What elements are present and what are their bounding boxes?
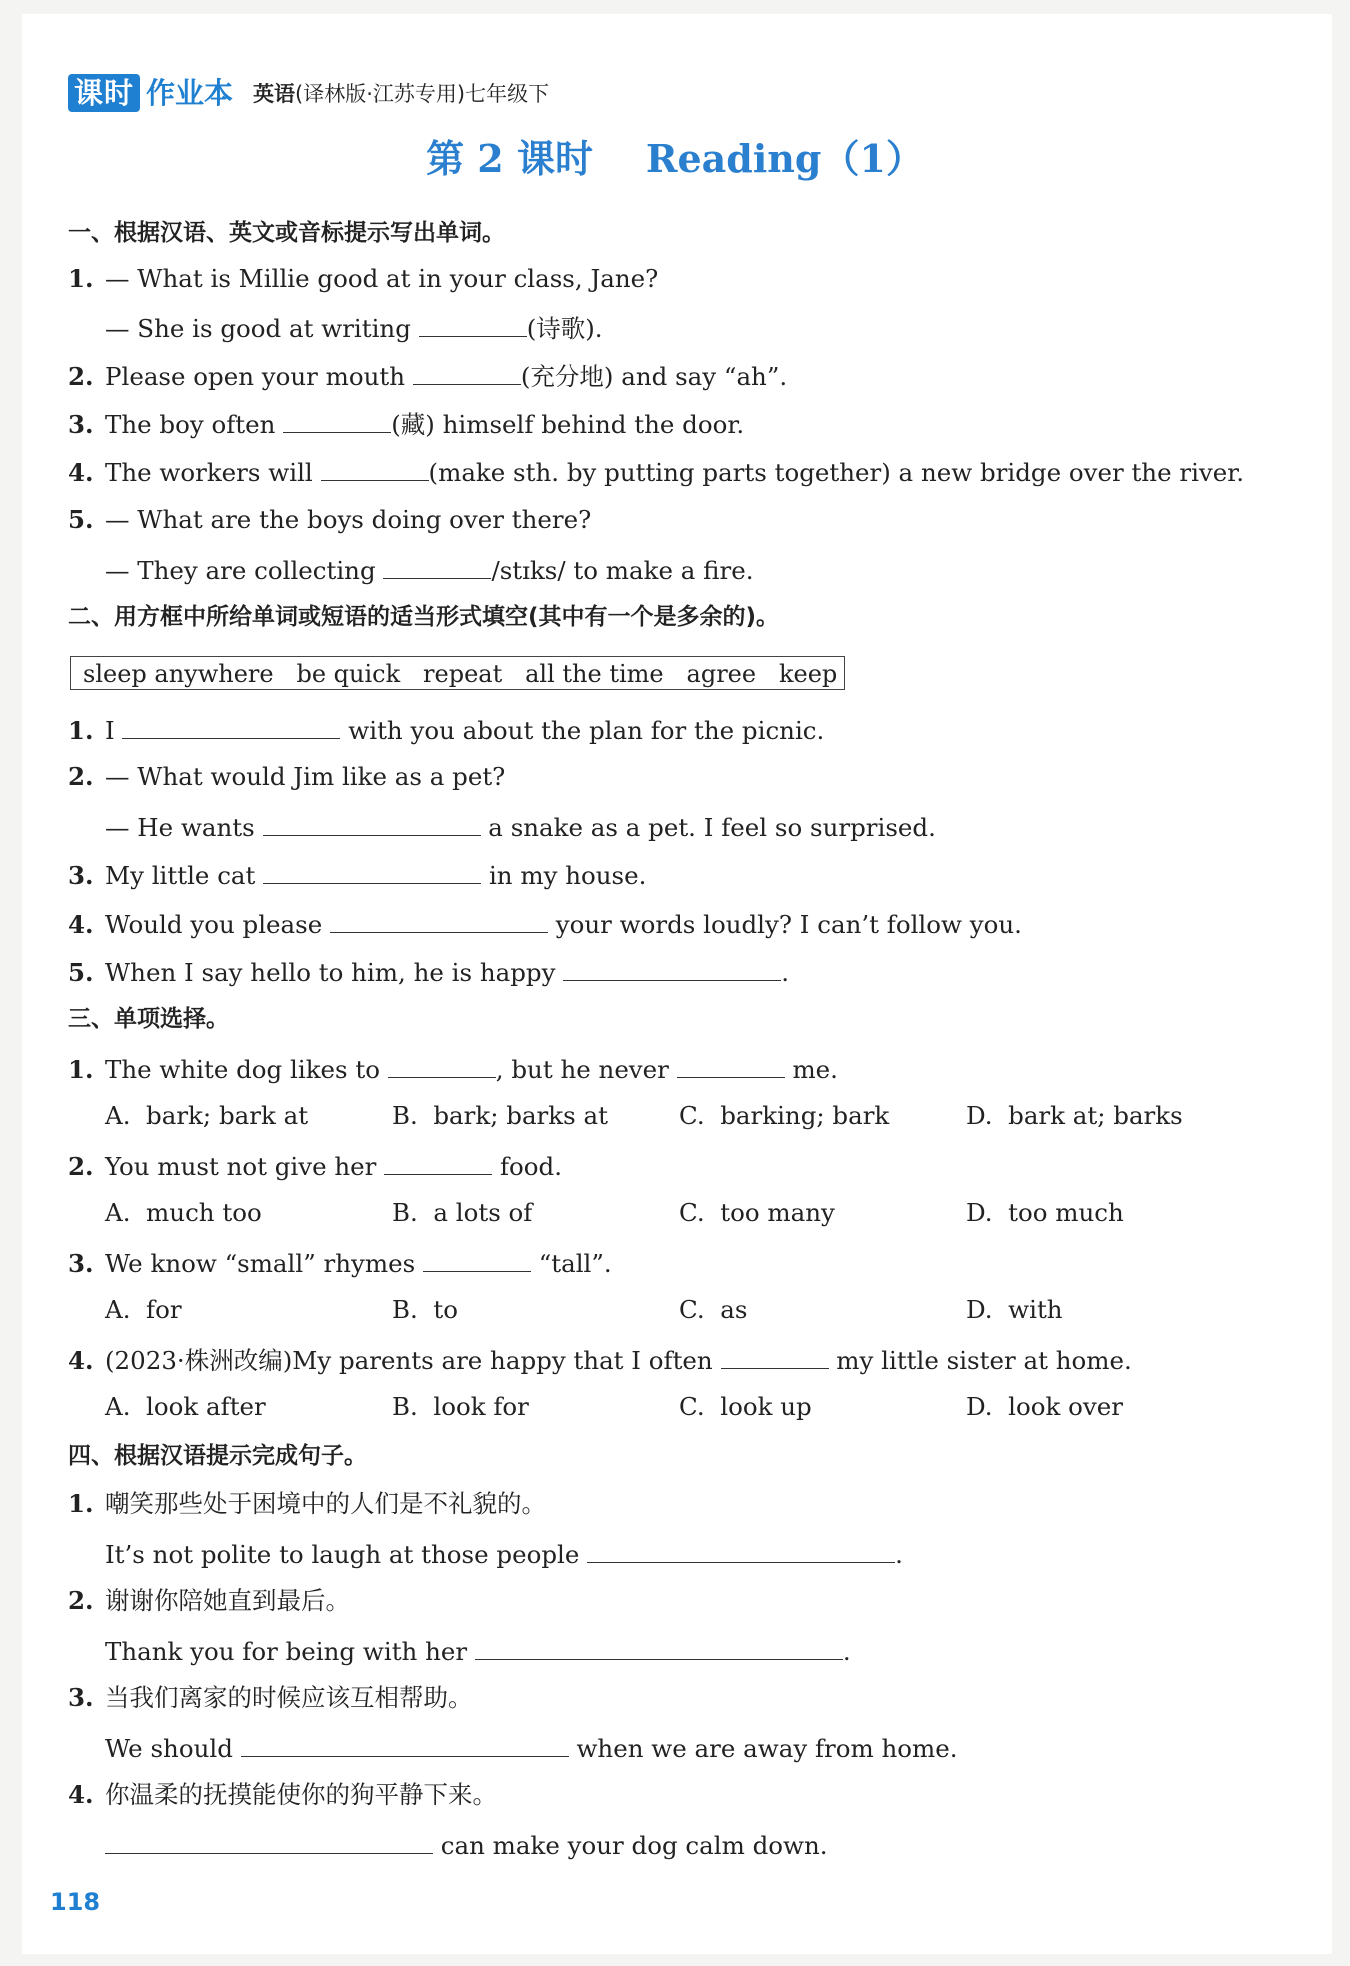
s3-q4: [68, 1342, 1132, 1378]
q-num: 1.: [68, 264, 94, 293]
option-a[interactable]: A. for: [105, 1295, 182, 1324]
q-text: The workers will: [105, 458, 321, 487]
option-b[interactable]: B. look for: [392, 1392, 529, 1421]
s1-q4: [68, 454, 1244, 490]
s4-q1-cn: [68, 1487, 546, 1521]
q-num: 3.: [68, 1249, 94, 1278]
answer-blank[interactable]: [263, 857, 481, 884]
answer-blank[interactable]: [263, 809, 481, 836]
s3-q2: [68, 1148, 562, 1184]
s4-q1: [105, 1536, 903, 1572]
s1-q5a: [68, 503, 591, 537]
answer-blank[interactable]: [105, 1827, 433, 1854]
q-text: 嘲笑那些处于困境中的人们是不礼貌的。: [105, 1489, 546, 1518]
word-box: sleep anywhere be quick repeat all the time agree keep: [70, 656, 845, 690]
option-a[interactable]: A. bark; bark at: [105, 1101, 309, 1130]
answer-blank[interactable]: [419, 310, 527, 337]
q-num: 4.: [68, 910, 94, 939]
s2-q4: [68, 906, 1022, 942]
page-number: 118: [50, 1888, 101, 1916]
option-d[interactable]: D. with: [966, 1295, 1063, 1324]
logo-badge: 课时: [68, 74, 140, 112]
s3-q3: [68, 1245, 612, 1281]
answer-blank[interactable]: [122, 712, 340, 739]
q-text: /stɪks/ to make a fire.: [491, 556, 754, 585]
q-text: 当我们离家的时候应该互相帮助。: [105, 1683, 473, 1712]
logo-text: 作业本: [146, 76, 234, 110]
q-text: .: [842, 1637, 851, 1666]
s3-q1: [68, 1051, 838, 1087]
q-text: food.: [492, 1152, 562, 1181]
q-text: your words loudly? I can’t follow you.: [548, 910, 1022, 939]
answer-blank[interactable]: [413, 358, 521, 385]
option-b[interactable]: B. to: [392, 1295, 458, 1324]
q-text: When I say hello to him, he is happy: [105, 958, 564, 987]
q-num: 2.: [68, 362, 94, 391]
logo: [68, 74, 233, 112]
q-text: .: [895, 1540, 903, 1569]
q-text: my little sister at home.: [828, 1346, 1132, 1375]
answer-blank[interactable]: [563, 954, 781, 981]
answer-blank[interactable]: [383, 552, 491, 579]
header: [68, 72, 549, 112]
q-text: I: [105, 716, 123, 745]
q-num: 4.: [68, 1780, 94, 1809]
option-b[interactable]: B. bark; barks at: [392, 1101, 608, 1130]
q-num: 1.: [68, 1489, 94, 1518]
q-text: You must not give her: [105, 1152, 385, 1181]
q-text: Thank you for being with her: [105, 1637, 475, 1666]
q-text: 谢谢你陪她直到最后。: [105, 1586, 350, 1615]
q-text: (make sth. by putting parts together) a new bridge over the river.: [428, 458, 1245, 487]
option-a[interactable]: A. much too: [105, 1198, 262, 1227]
option-a[interactable]: A. look after: [105, 1392, 266, 1421]
q-text: when we are away from home.: [568, 1734, 958, 1763]
q-text: My little cat: [105, 861, 264, 890]
q-num: 3.: [68, 861, 94, 890]
section3-heading: 三、单项选择。: [68, 1006, 229, 1032]
s4-q2: [105, 1633, 851, 1669]
q-text: .: [781, 958, 790, 987]
q-text: Would you please: [105, 910, 330, 939]
option-d[interactable]: D. too much: [966, 1198, 1124, 1227]
q-num: 2.: [68, 1152, 94, 1181]
q-text: (藏) himself behind the door.: [391, 410, 745, 439]
s1-q2: [68, 358, 787, 394]
answer-blank[interactable]: [384, 1148, 492, 1175]
q-text: with you about the plan for the picnic.: [340, 716, 825, 745]
s1-q1b: [105, 310, 603, 346]
option-d[interactable]: D. bark at; barks: [966, 1101, 1183, 1130]
q-text: 你温柔的抚摸能使你的狗平静下来。: [105, 1780, 497, 1809]
option-c[interactable]: C. barking; bark: [679, 1101, 890, 1130]
q-num: 2.: [68, 1586, 94, 1615]
q-text: It’s not polite to laugh at those people: [105, 1540, 588, 1569]
s2-q3: [68, 857, 646, 893]
q-num: 1.: [68, 1055, 94, 1084]
q-text: (2023·株洲改编)My parents are happy that I often: [105, 1346, 721, 1375]
q-num: 4.: [68, 1346, 94, 1375]
q-text: can make your dog calm down.: [433, 1831, 828, 1860]
s1-q5b: [105, 552, 754, 588]
option-c[interactable]: C. too many: [679, 1198, 835, 1227]
option-d[interactable]: D. look over: [966, 1392, 1123, 1421]
q-text: — She is good at writing: [105, 314, 419, 343]
q-text: — He wants: [105, 813, 263, 842]
s2-q2b: [105, 809, 936, 845]
lesson-title: 第 2 课时 Reading（1）: [426, 136, 924, 181]
answer-blank[interactable]: [475, 1633, 843, 1660]
q-text: “tall”.: [530, 1249, 612, 1278]
q-text: — What are the boys doing over there?: [105, 505, 592, 534]
q-text: We know “small” rhymes: [105, 1249, 423, 1278]
s4-q2-cn: [68, 1584, 350, 1618]
answer-blank[interactable]: [423, 1245, 531, 1272]
q-text: — What would Jim like as a pet?: [105, 762, 506, 791]
s1-q1a: [68, 262, 658, 296]
option-b[interactable]: B. a lots of: [392, 1198, 533, 1227]
q-text: a snake as a pet. I feel so surprised.: [480, 813, 936, 842]
answer-blank[interactable]: [721, 1342, 829, 1369]
option-c[interactable]: C. as: [679, 1295, 748, 1324]
section2-heading: 二、用方框中所给单词或短语的适当形式填空(其中有一个是多余的)。: [68, 604, 780, 630]
answer-blank[interactable]: [587, 1536, 895, 1563]
q-num: 5.: [68, 958, 94, 987]
q-text: in my house.: [481, 861, 647, 890]
q-text: We should: [105, 1734, 241, 1763]
q-text: (诗歌).: [526, 314, 603, 343]
s4-q4: [105, 1827, 828, 1863]
s2-q2a: [68, 760, 505, 794]
answer-blank[interactable]: [241, 1730, 569, 1757]
q-text: , but he never: [495, 1055, 677, 1084]
q-text: — What is Millie good at in your class, Jane?: [105, 264, 659, 293]
q-num: 3.: [68, 1683, 94, 1712]
subject-label: [253, 76, 549, 112]
answer-blank[interactable]: [388, 1051, 496, 1078]
q-num: 3.: [68, 410, 94, 439]
q-text: (充分地) and say “ah”.: [520, 362, 788, 391]
q-text: Please open your mouth: [105, 362, 413, 391]
s2-q5: [68, 954, 789, 990]
section1-heading: 一、根据汉语、英文或音标提示写出单词。: [68, 220, 505, 246]
q-num: 2.: [68, 762, 94, 791]
s4-q3: [105, 1730, 958, 1766]
s2-q1: [68, 712, 824, 748]
q-text: me.: [784, 1055, 838, 1084]
q-num: 4.: [68, 458, 94, 487]
q-text: The white dog likes to: [105, 1055, 388, 1084]
section4-heading: 四、根据汉语提示完成句子。: [68, 1443, 367, 1469]
subject-name: 英语: [253, 82, 296, 106]
edition: (译林版·江苏专用)七年级下: [295, 82, 550, 106]
answer-blank[interactable]: [330, 906, 548, 933]
answer-blank[interactable]: [321, 454, 429, 481]
answer-blank[interactable]: [677, 1051, 785, 1078]
s4-q4-cn: [68, 1778, 497, 1812]
q-text: — They are collecting: [105, 556, 384, 585]
q-text: The boy often: [105, 410, 284, 439]
option-c[interactable]: C. look up: [679, 1392, 812, 1421]
q-num: 1.: [68, 716, 94, 745]
answer-blank[interactable]: [283, 406, 391, 433]
s1-q3: [68, 406, 744, 442]
s4-q3-cn: [68, 1681, 473, 1715]
q-num: 5.: [68, 505, 94, 534]
